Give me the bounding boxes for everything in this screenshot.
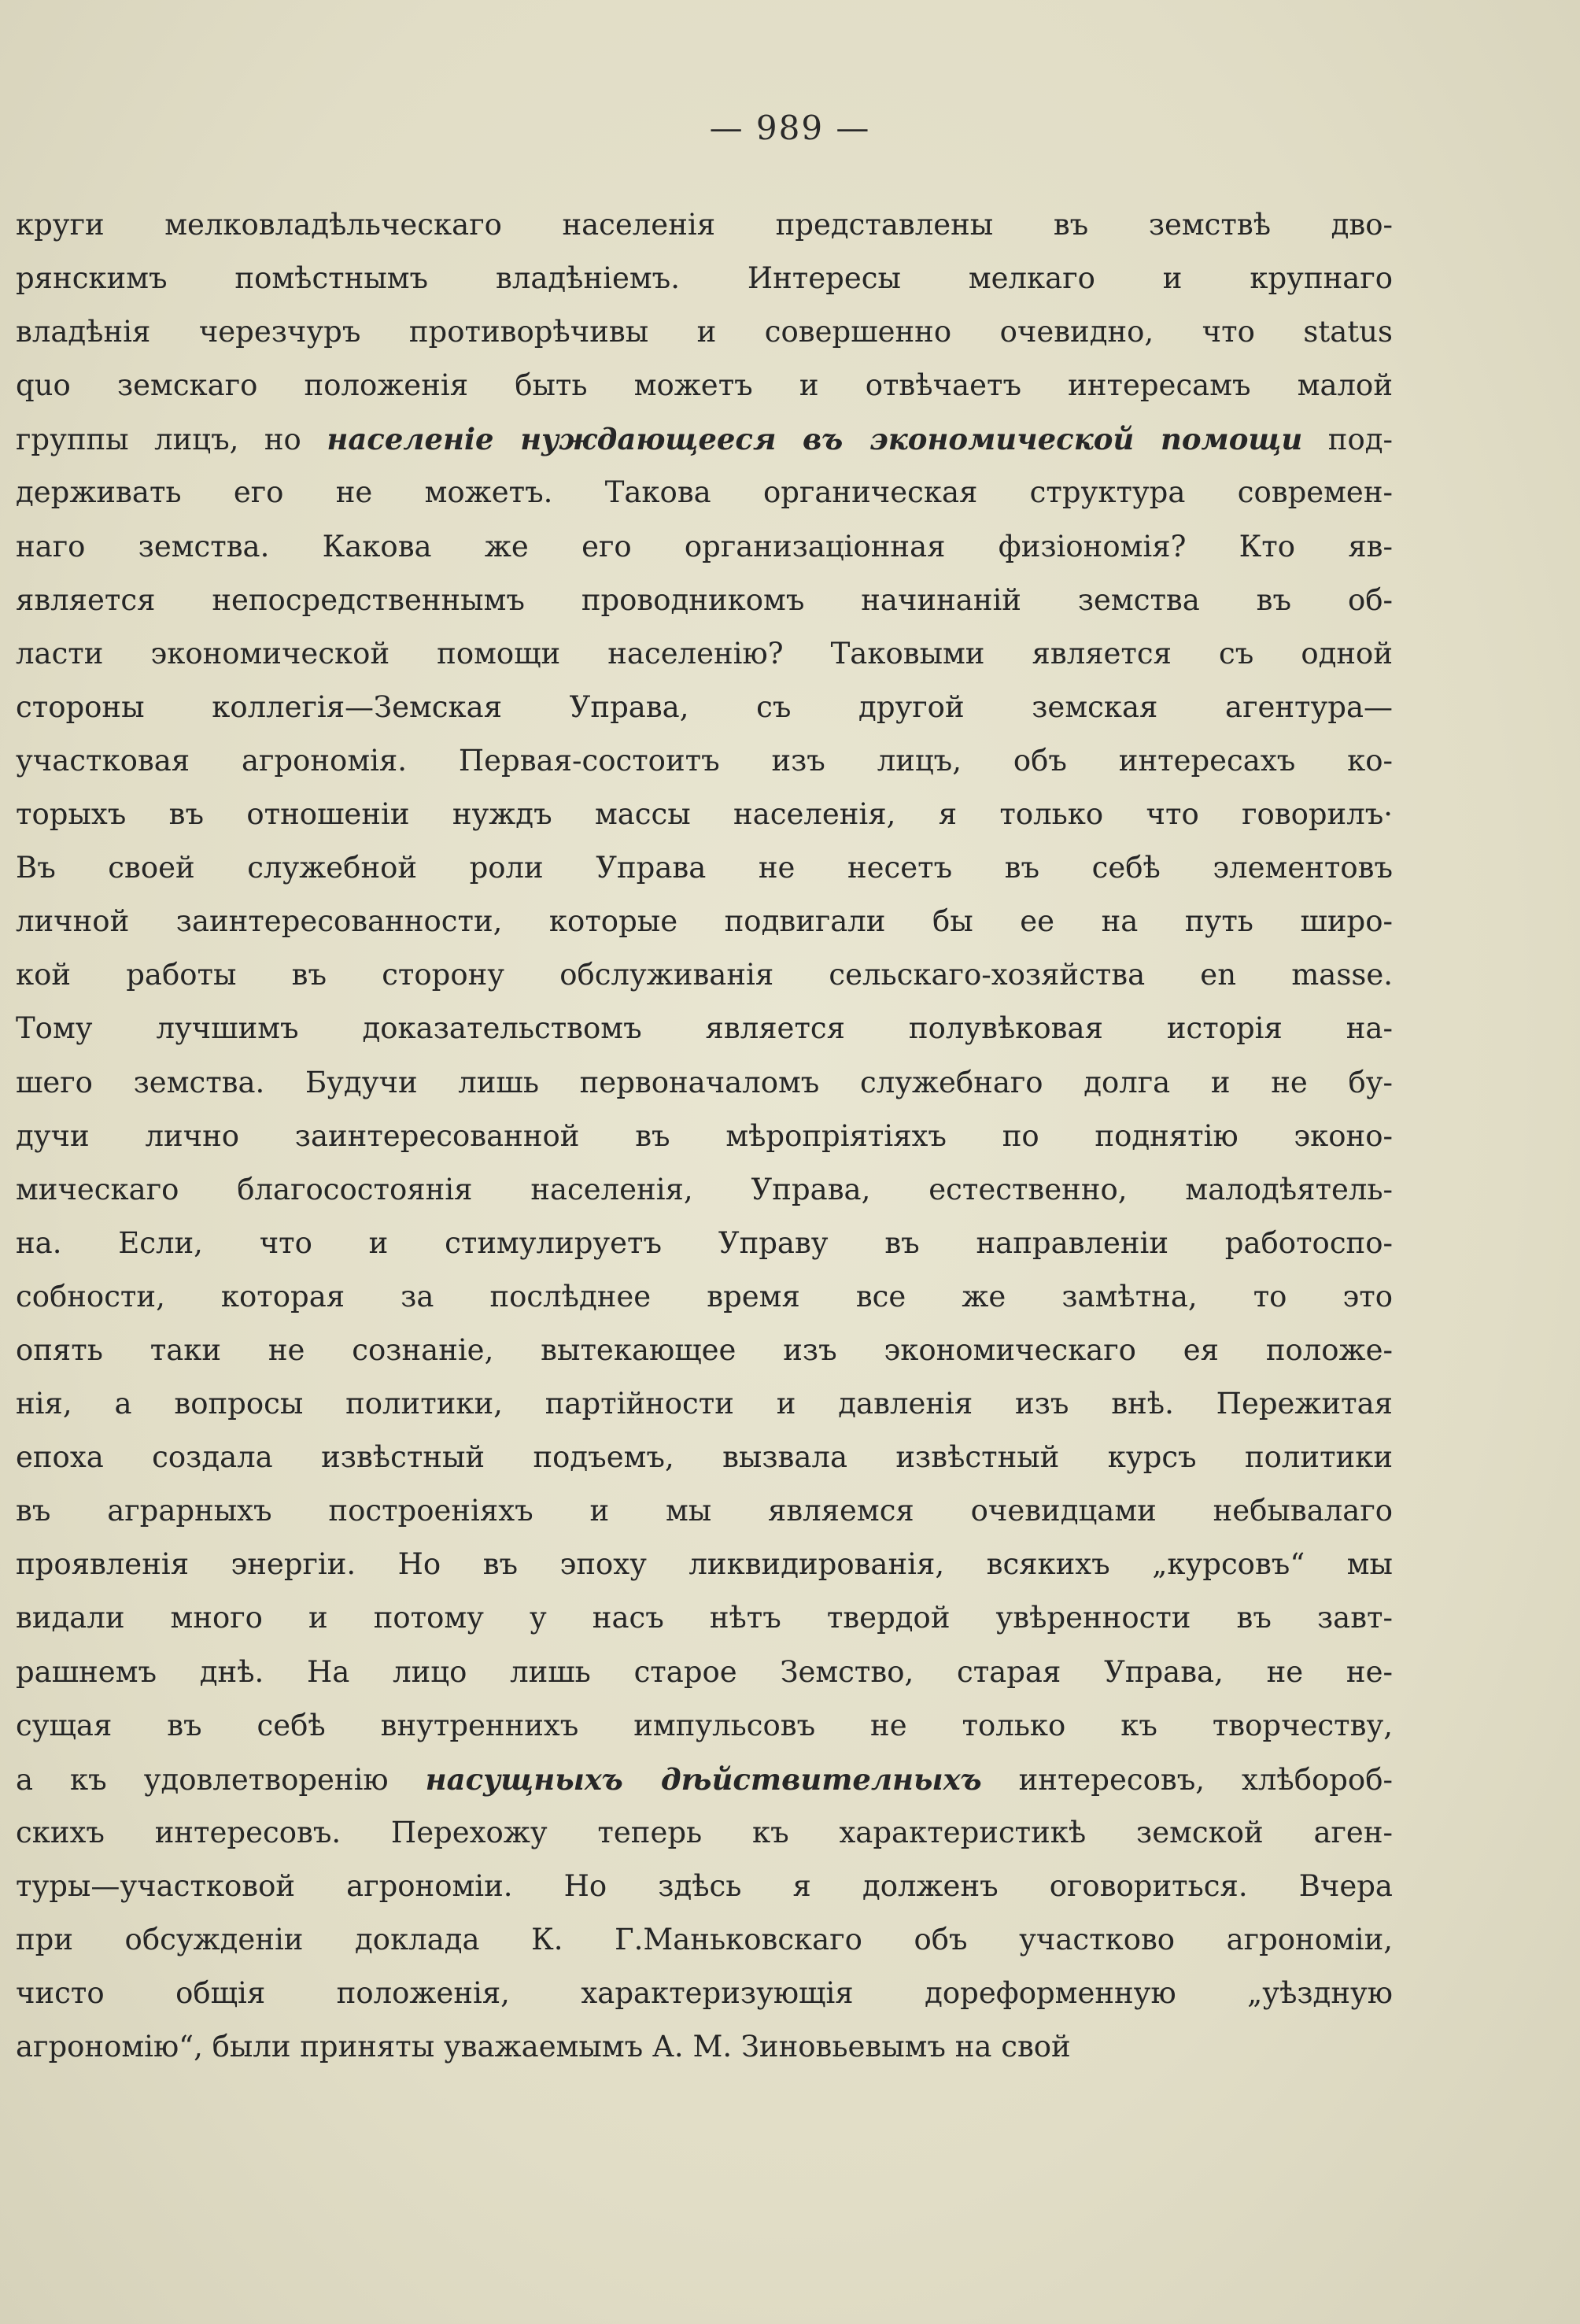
text-segment: интересовъ, хлѣбороб- [981, 1762, 1393, 1797]
text-segment: а къ удовлетворенію [16, 1762, 426, 1797]
text-segment: въ аграрныхъ построеніяхъ и мы являемся очевидцами небывалаго [16, 1494, 1393, 1528]
text-segment: при обсужденіи доклада К. Г.Маньковскаго объ участково агрономіи, [16, 1923, 1393, 1956]
text-line [16, 1217, 1393, 1270]
text-segment: опять таки не сознаніе, вытекающее изъ экономическаго ея положе- [16, 1332, 1393, 1367]
text-segment: скихъ интересовъ. Перехожу теперь къ характеристикѣ земской аген- [16, 1815, 1393, 1849]
text-segment: участковая агрономія. Первая-состоитъ изъ лицъ, объ интересахъ ко- [16, 743, 1393, 778]
text-segment: кой работы въ сторону обслуживанія сельскаго-хозяйства en masse. [16, 958, 1393, 992]
text-line [16, 252, 1393, 305]
page-number: — 989 — [709, 109, 871, 147]
text-line [16, 1270, 1393, 1324]
italic-emphasis: населеніе нуждающееся въ экономической помощи [327, 422, 1303, 457]
text-segment: видали много и потому у насъ нѣтъ твердой увѣренности въ завт- [16, 1601, 1393, 1635]
text-line [16, 895, 1393, 948]
text-line [16, 1860, 1393, 1913]
text-segment: является непосредственнымъ проводникомъ начинаній земства въ об- [16, 582, 1393, 617]
text-segment: личной заинтересованности, которые подвигали бы ее на путь широ- [16, 904, 1393, 939]
text-line [16, 1163, 1393, 1217]
text-line [16, 1484, 1393, 1538]
text-line [16, 1646, 1393, 1699]
text-segment: туры—участковой агрономіи. Но здѣсь я долженъ оговориться. Вчера [16, 1868, 1393, 1903]
text-line [16, 1110, 1393, 1163]
text-line [16, 305, 1393, 359]
text-line [16, 466, 1393, 519]
text-line [16, 1753, 1393, 1806]
text-line [16, 2020, 1393, 2074]
text-line [16, 1377, 1393, 1431]
text-segment: рашнемъ днѣ. На лицо лишь старое Земство, старая Управа, не не- [16, 1654, 1393, 1689]
text-line [16, 1002, 1393, 1055]
text-line [16, 1431, 1393, 1484]
text-segment: чисто общія положенія, характеризующія дореформенную „уѣздную [16, 1976, 1393, 2011]
text-segment: сущая въ себѣ внутреннихъ импульсовъ не только къ творчеству, [16, 1708, 1393, 1742]
text-line [16, 734, 1393, 788]
text-segment: дучи лично заинтересованной въ мѣропріятіяхъ по поднятію эконо- [16, 1118, 1393, 1153]
text-segment: на. Если, что и стимулируетъ Управу въ направленіи работоспо- [16, 1225, 1393, 1260]
italic-emphasis: насущныхъ дѣйствителныхъ [425, 1761, 982, 1797]
text-line [16, 1324, 1393, 1377]
text-segment: Тому лучшимъ доказательствомъ является полувѣковая исторія на- [16, 1011, 1393, 1046]
text-line [16, 1538, 1393, 1591]
text-line [16, 948, 1393, 1002]
text-segment: под- [1302, 423, 1393, 457]
text-segment: стороны коллегія—Земская Управа, съ другой земская агентура— [16, 689, 1393, 724]
text-segment: круги мелковладѣльческаго населенія представлены въ земствѣ дво- [16, 208, 1393, 242]
text-segment: наго земства. Какова же его организаціонная физіономія? Кто яв- [16, 529, 1393, 563]
text-segment: группы лицъ, но [16, 423, 327, 457]
text-segment: рянскимъ помѣстнымъ владѣніемъ. Интересы мелкаго и крупнаго [16, 261, 1393, 296]
text-line [16, 627, 1393, 681]
text-line [16, 1913, 1393, 1967]
text-segment: проявленія энергіи. Но въ эпоху ликвидированія, всякихъ „курсовъ“ мы [16, 1547, 1393, 1582]
text-segment: Въ своей служебной роли Управа не несетъ въ себѣ элементовъ [16, 851, 1393, 885]
text-segment: шего земства. Будучи лишь первоначаломъ служебнаго долга и не бу- [16, 1065, 1393, 1099]
text-line [16, 841, 1393, 895]
text-line [16, 1056, 1393, 1110]
text-segment: епоха создала извѣстный подъемъ, вызвала извѣстный курсъ политики [16, 1440, 1393, 1475]
text-segment: нія, а вопросы политики, партійности и давленія изъ внѣ. Пережитая [16, 1387, 1393, 1421]
text-segment: агрономію“, были приняты уважаемымъ А. М. Зиновьевымъ на свой [16, 2030, 1071, 2064]
text-line [16, 359, 1393, 412]
text-segment: владѣнія черезчуръ противорѣчивы и совершенно очевидно, что status [16, 315, 1393, 349]
text-line [16, 520, 1393, 574]
text-segment: ласти экономической помощи населенію? Таковыми является съ одной [16, 636, 1393, 671]
text-segment: quo земскаго положенія быть можетъ и отвѣчаетъ интересамъ малой [16, 368, 1393, 403]
text-line [16, 1699, 1393, 1753]
text-line [16, 412, 1393, 466]
text-line [16, 198, 1393, 252]
text-line [16, 574, 1393, 627]
text-segment: держивать его не можетъ. Такова органическая структура современ- [16, 475, 1393, 510]
text-segment: мическаго благосостоянія населенія, Управа, естественно, малодѣятель- [16, 1172, 1393, 1206]
text-line [16, 1806, 1393, 1860]
text-line [16, 788, 1393, 841]
text-segment: собности, которая за послѣднее время все же замѣтна, то это [16, 1279, 1393, 1313]
text-line [16, 1967, 1393, 2020]
text-line [16, 681, 1393, 734]
text-segment: торыхъ въ отношеніи нуждъ массы населенія, я только что говорилъ· [16, 797, 1393, 832]
text-line [16, 1591, 1393, 1645]
body-text [16, 198, 1393, 2074]
